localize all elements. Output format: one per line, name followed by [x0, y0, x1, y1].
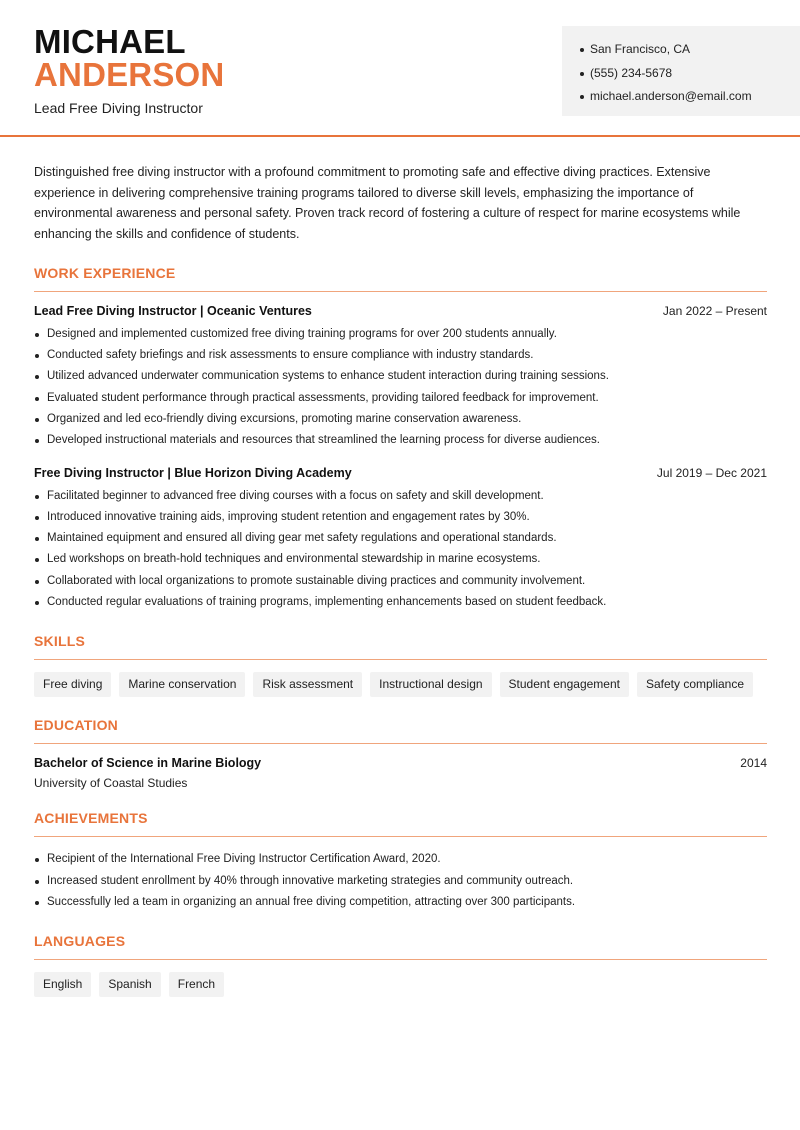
skill-chip: Instructional design — [370, 672, 491, 697]
job-role: Lead Free Diving Instructor | Oceanic Ventures — [34, 303, 312, 318]
list-item: Organized and led eco-friendly diving excursions, promoting marine conservation awareness. — [34, 409, 767, 430]
list-item: Introduced innovative training aids, improving student retention and engagement rates by 30%. — [34, 507, 767, 528]
language-chip: English — [34, 972, 91, 997]
list-item: Conducted regular evaluations of training programs, implementing enhancements based on student feedback. — [34, 592, 767, 613]
contact-phone: (555) 234-5678 — [580, 62, 800, 86]
achievements-section — [34, 810, 767, 913]
achievement-bullets — [34, 849, 767, 913]
list-item: Led workshops on breath-hold techniques and environmental stewardship in marine ecosystems. — [34, 549, 767, 570]
section-title-work: WORK EXPERIENCE — [34, 265, 767, 292]
contact-location: San Francisco, CA — [580, 38, 800, 62]
job-title: Lead Free Diving Instructor — [34, 100, 203, 116]
list-item: Conducted safety briefings and risk assessments to ensure compliance with industry standards. — [34, 345, 767, 366]
list-item: Collaborated with local organizations to promote sustainable diving practices and community involvement. — [34, 571, 767, 592]
job-role: Free Diving Instructor | Blue Horizon Diving Academy — [34, 465, 352, 480]
list-item: Designed and implemented customized free diving training programs for over 200 students annually. — [34, 324, 767, 345]
languages-section — [34, 933, 767, 997]
job-bullets — [34, 324, 767, 452]
job-bullets — [34, 486, 767, 614]
last-name: ANDERSON — [34, 56, 225, 93]
section-title-languages: LANGUAGES — [34, 933, 767, 960]
contact-email[interactable]: michael.anderson@email.com — [580, 85, 800, 109]
job-entry — [34, 304, 767, 452]
resume-body — [34, 162, 767, 997]
school-name: University of Coastal Studies — [34, 776, 188, 791]
skill-chip: Student engagement — [500, 672, 629, 697]
contact-box — [562, 26, 800, 116]
first-name: MICHAEL — [34, 23, 186, 60]
list-item: Facilitated beginner to advanced free diving courses with a focus on safety and skill development. — [34, 486, 767, 507]
list-item: Evaluated student performance through practical assessments, providing tailored feedback for improvement. — [34, 388, 767, 409]
section-title-education: EDUCATION — [34, 717, 767, 744]
section-title-achievements: ACHIEVEMENTS — [34, 810, 767, 837]
skills-chips — [34, 672, 767, 697]
skill-chip: Safety compliance — [637, 672, 753, 697]
job-dates: Jul 2019 – Dec 2021 — [656, 465, 767, 480]
skill-chip: Risk assessment — [253, 672, 362, 697]
list-item: Increased student enrollment by 40% through innovative marketing strategies and community outreach. — [34, 871, 767, 892]
skills-section — [34, 633, 767, 697]
list-item: Successfully led a team in organizing an annual free diving competition, attracting over 300 participants. — [34, 892, 767, 913]
job-dates: Jan 2022 – Present — [662, 303, 767, 318]
degree: Bachelor of Science in Marine Biology — [34, 756, 262, 771]
summary: Distinguished free diving instructor with a profound commitment to promoting safe and effective diving practices. Extensive experience in delivering comprehensive training programs tailored to diverse skill levels, emphasizing the importance of environmental awareness and personal safety. Proven track record of fostering a culture of respect for marine ecosystems while enhancing the skills and confidence of students. — [34, 165, 741, 242]
language-chip: Spanish — [99, 972, 160, 997]
education-section — [34, 717, 767, 790]
list-item: Utilized advanced underwater communication systems to enhance student interaction during training sessions. — [34, 366, 767, 387]
work-experience-section — [34, 265, 767, 614]
graduation-year: 2014 — [740, 756, 767, 771]
resume-header — [0, 0, 800, 137]
list-item: Recipient of the International Free Diving Instructor Certification Award, 2020. — [34, 849, 767, 870]
list-item: Developed instructional materials and resources that streamlined the learning process for diverse audiences. — [34, 430, 767, 451]
list-item: Maintained equipment and ensured all diving gear met safety regulations and operational standards. — [34, 528, 767, 549]
section-title-skills: SKILLS — [34, 633, 767, 660]
skill-chip: Free diving — [34, 672, 111, 697]
language-chips — [34, 972, 767, 997]
job-entry — [34, 466, 767, 614]
skill-chip: Marine conservation — [119, 672, 245, 697]
language-chip: French — [169, 972, 224, 997]
contact-list — [580, 38, 800, 109]
